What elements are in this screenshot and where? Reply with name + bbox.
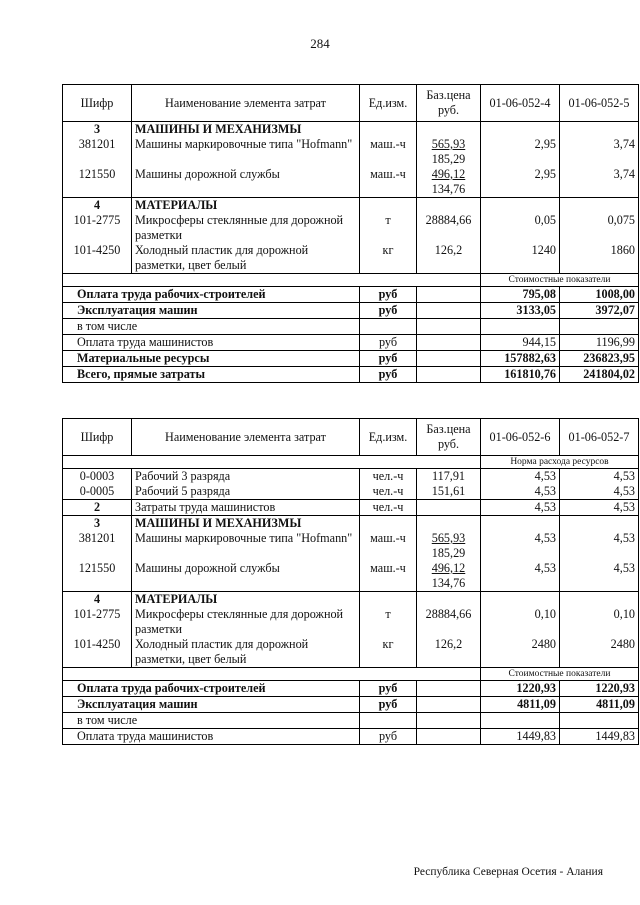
summary-value-a: 795,08 (481, 287, 560, 303)
row-price: 565,93 185,29 (417, 137, 481, 167)
row-value-b: 3,74 (560, 137, 639, 167)
summary-value-a: 161810,76 (481, 367, 560, 383)
header-name: Наименование элемента затрат (132, 85, 360, 122)
row-name: Машины маркировочные типа "Hofmann" (132, 531, 360, 561)
row-name: Холодный пластик для дорожной разметки, цвет белый (132, 637, 360, 668)
row-price: 126,2 (417, 637, 481, 668)
table-row (63, 561, 639, 592)
summary-unit: руб (360, 287, 417, 303)
summary-name: Эксплуатация машин (63, 303, 360, 319)
section-code: 4 (63, 592, 132, 608)
row-unit: т (360, 607, 417, 637)
row-value-a: 2,95 (481, 167, 560, 198)
summary-row (63, 367, 639, 383)
row-value-b: 0,10 (560, 607, 639, 637)
cost-indicators-label: Стоимостные показатели (481, 274, 639, 287)
row-code: 121550 (63, 167, 132, 198)
row-value-a: 0,05 (481, 213, 560, 243)
row-name: Машины дорожной службы (132, 561, 360, 592)
section-row-machines (63, 122, 639, 138)
row-code: 101-2775 (63, 213, 132, 243)
row-code: 101-4250 (63, 637, 132, 668)
summary-unit: руб (360, 351, 417, 367)
table-row (63, 637, 639, 668)
row-unit: чел.-ч (360, 500, 417, 516)
row-code: 121550 (63, 561, 132, 592)
row-code: 101-2775 (63, 607, 132, 637)
table-row (63, 167, 639, 198)
summary-name: Оплата труда машинистов (63, 335, 360, 351)
section-row-materials (63, 592, 639, 608)
row-price: 496,12 134,76 (417, 561, 481, 592)
table-row (63, 607, 639, 637)
cost-table-1 (62, 84, 639, 383)
row-name: Затраты труда машинистов (132, 500, 360, 516)
summary-row (63, 729, 639, 745)
row-value-a: 4,53 (481, 500, 560, 516)
row-value-b: 3,74 (560, 167, 639, 198)
section-title: МАТЕРИАЛЫ (132, 198, 360, 214)
table-row (63, 243, 639, 274)
summary-unit: руб (360, 335, 417, 351)
row-unit: чел.-ч (360, 484, 417, 500)
row-value-b: 4,53 (560, 500, 639, 516)
row-value-b: 4,53 (560, 484, 639, 500)
summary-name: Оплата труда рабочих-строителей (63, 287, 360, 303)
row-value-b: 0,075 (560, 213, 639, 243)
row-unit: маш.-ч (360, 167, 417, 198)
summary-unit: руб (360, 303, 417, 319)
footer-region: Республика Северная Осетия - Алания (413, 866, 603, 878)
summary-row (63, 681, 639, 697)
row-price: 496,12 134,76 (417, 167, 481, 198)
row-code: 101-4250 (63, 243, 132, 274)
row-value-a: 4,53 (481, 484, 560, 500)
summary-name: Материальные ресурсы (63, 351, 360, 367)
section-row-machines (63, 516, 639, 532)
header-name: Наименование элемента затрат (132, 419, 360, 456)
cost-indicators-row (63, 668, 639, 681)
summary-unit: руб (360, 697, 417, 713)
summary-row (63, 335, 639, 351)
row-unit: т (360, 213, 417, 243)
summary-value-a: 4811,09 (481, 697, 560, 713)
summary-value-b: 3972,07 (560, 303, 639, 319)
table-header-row (63, 85, 639, 122)
row-value-b: 4,53 (560, 469, 639, 485)
summary-value-a: 944,15 (481, 335, 560, 351)
summary-row (63, 351, 639, 367)
row-value-b: 4,53 (560, 531, 639, 561)
summary-row (63, 713, 639, 729)
row-code: 381201 (63, 531, 132, 561)
header-unit: Ед.изм. (360, 419, 417, 456)
summary-name: в том числе (63, 319, 360, 335)
summary-row (63, 303, 639, 319)
row-price: 28884,66 (417, 213, 481, 243)
row-value-a: 0,10 (481, 607, 560, 637)
summary-row (63, 287, 639, 303)
row-value-a: 2480 (481, 637, 560, 668)
summary-value-a: 3133,05 (481, 303, 560, 319)
row-unit: чел.-ч (360, 469, 417, 485)
row-price: 151,61 (417, 484, 481, 500)
row-unit: маш.-ч (360, 531, 417, 561)
summary-value-b: 1008,00 (560, 287, 639, 303)
norm-row (63, 456, 639, 469)
norm-label: Норма расхода ресурсов (481, 456, 639, 469)
row-code: 0-0003 (63, 469, 132, 485)
table-row (63, 137, 639, 167)
summary-unit: руб (360, 367, 417, 383)
section-title: МАШИНЫ И МЕХАНИЗМЫ (132, 516, 360, 532)
header-unit: Ед.изм. (360, 85, 417, 122)
summary-value-a: 1220,93 (481, 681, 560, 697)
row-name: Рабочий 5 разряда (132, 484, 360, 500)
row-name: Холодный пластик для дорожной разметки, цвет белый (132, 243, 360, 274)
summary-name: Эксплуатация машин (63, 697, 360, 713)
summary-value-b: 1449,83 (560, 729, 639, 745)
section-code: 4 (63, 198, 132, 214)
summary-value-b: 1196,99 (560, 335, 639, 351)
cost-indicators-label: Стоимостные показатели (481, 668, 639, 681)
table-row (63, 469, 639, 485)
summary-value-a: 1449,83 (481, 729, 560, 745)
section-row-materials (63, 198, 639, 214)
page-number: 284 (310, 36, 330, 51)
table-row (63, 531, 639, 561)
header-code: Шифр (63, 419, 132, 456)
row-name: Машины маркировочные типа "Hofmann" (132, 137, 360, 167)
row-unit: кг (360, 637, 417, 668)
row-value-a: 4,53 (481, 561, 560, 592)
row-price: 28884,66 (417, 607, 481, 637)
section-title: МАТЕРИАЛЫ (132, 592, 360, 608)
header-col-b: 01-06-052-5 (560, 85, 639, 122)
summary-value-b: 241804,02 (560, 367, 639, 383)
row-value-b: 4,53 (560, 561, 639, 592)
summary-value-b: 236823,95 (560, 351, 639, 367)
row-price: 117,91 (417, 469, 481, 485)
summary-value-a: 157882,63 (481, 351, 560, 367)
summary-unit: руб (360, 681, 417, 697)
row-code: 381201 (63, 137, 132, 167)
cost-table-2 (62, 418, 639, 745)
table-header-row (63, 419, 639, 456)
summary-value-b: 4811,09 (560, 697, 639, 713)
summary-name: Оплата труда рабочих-строителей (63, 681, 360, 697)
row-code: 0-0005 (63, 484, 132, 500)
header-col-a: 01-06-052-4 (481, 85, 560, 122)
summary-row (63, 319, 639, 335)
summary-name: Оплата труда машинистов (63, 729, 360, 745)
header-col-a: 01-06-052-6 (481, 419, 560, 456)
summary-row (63, 697, 639, 713)
table-row (63, 500, 639, 516)
row-unit: маш.-ч (360, 561, 417, 592)
row-price: 565,93 185,29 (417, 531, 481, 561)
section-title: МАШИНЫ И МЕХАНИЗМЫ (132, 122, 360, 138)
row-name: Машины дорожной службы (132, 167, 360, 198)
summary-name: Всего, прямые затраты (63, 367, 360, 383)
row-name: Рабочий 3 разряда (132, 469, 360, 485)
row-code: 2 (63, 500, 132, 516)
row-price: 126,2 (417, 243, 481, 274)
row-value-a: 4,53 (481, 469, 560, 485)
row-name: Микросферы стеклянные для дорожной разметки (132, 607, 360, 637)
header-base-price: Баз.цена руб. (417, 85, 481, 122)
header-base-price: Баз.цена руб. (417, 419, 481, 456)
cost-indicators-row (63, 274, 639, 287)
row-value-b: 1860 (560, 243, 639, 274)
row-value-a: 2,95 (481, 137, 560, 167)
section-code: 3 (63, 122, 132, 138)
table-row (63, 484, 639, 500)
row-value-a: 1240 (481, 243, 560, 274)
row-value-b: 2480 (560, 637, 639, 668)
summary-name: в том числе (63, 713, 360, 729)
header-col-b: 01-06-052-7 (560, 419, 639, 456)
summary-unit: руб (360, 729, 417, 745)
row-value-a: 4,53 (481, 531, 560, 561)
header-code: Шифр (63, 85, 132, 122)
row-name: Микросферы стеклянные для дорожной разметки (132, 213, 360, 243)
section-code: 3 (63, 516, 132, 532)
row-unit: кг (360, 243, 417, 274)
summary-value-b: 1220,93 (560, 681, 639, 697)
table-row (63, 213, 639, 243)
row-unit: маш.-ч (360, 137, 417, 167)
